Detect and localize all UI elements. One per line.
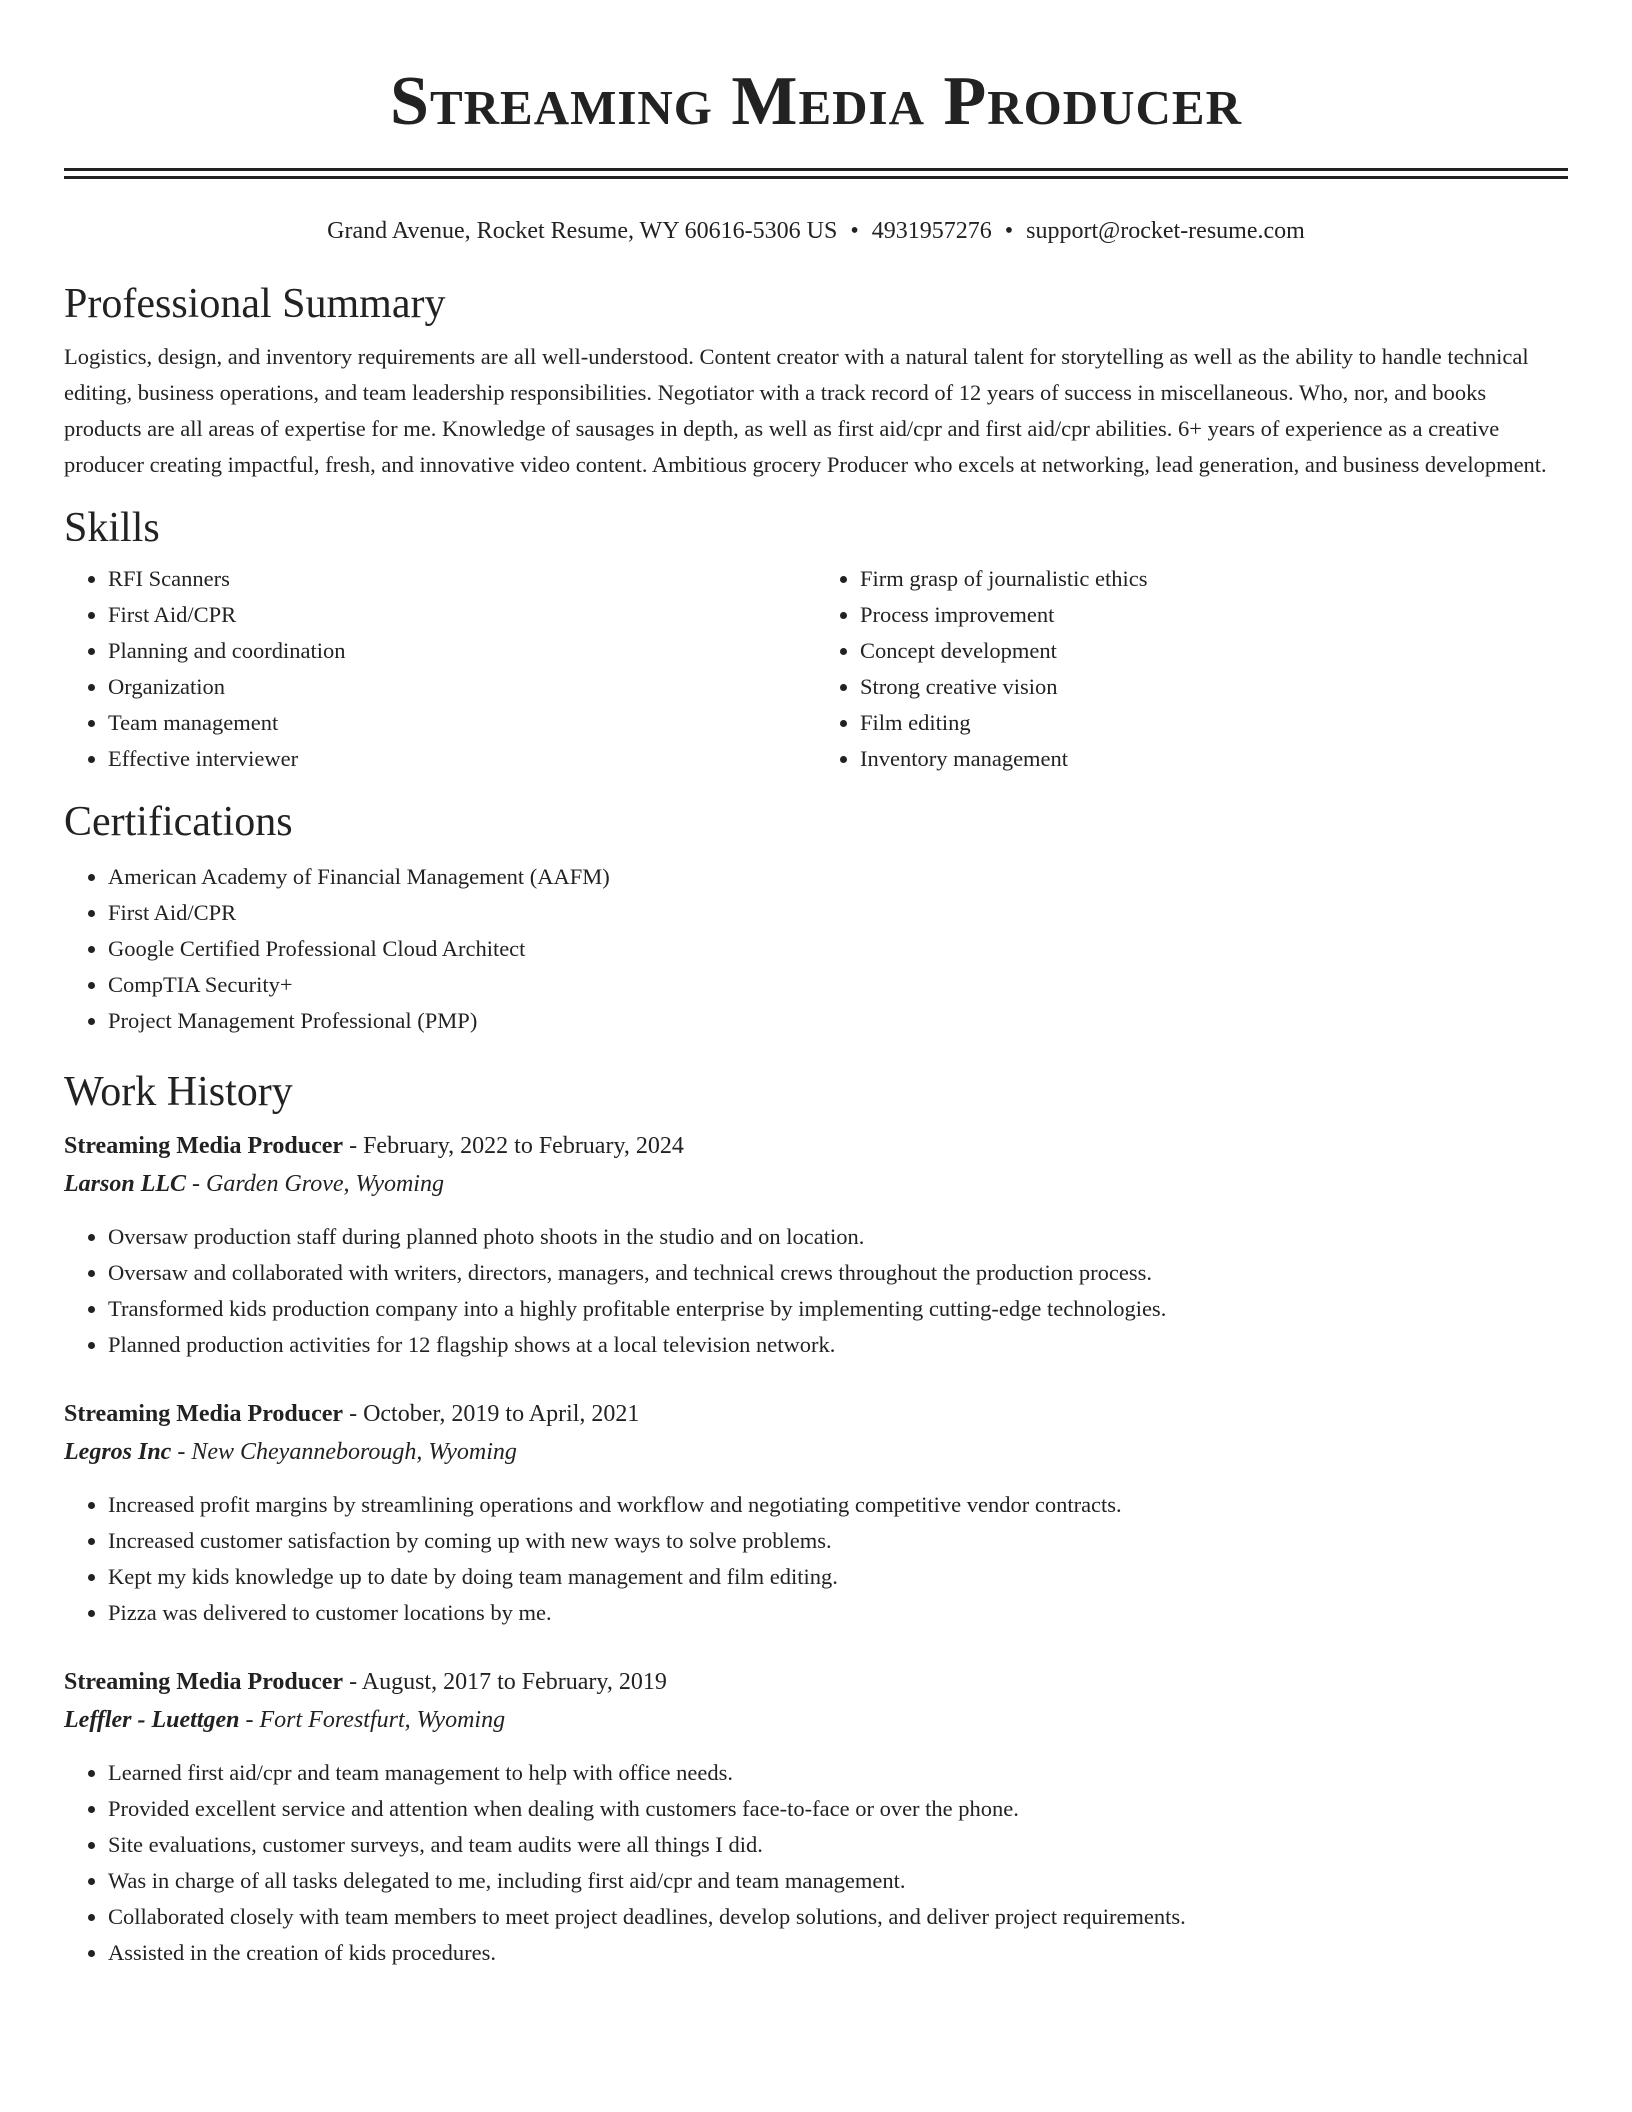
job-dates: - February, 2022 to February, 2024 bbox=[343, 1133, 684, 1159]
skills-heading: Skills bbox=[64, 505, 160, 551]
contact-separator: • bbox=[850, 218, 859, 244]
skills-columns bbox=[64, 561, 1568, 777]
certification-item: • Google Certified Professional Cloud Architect bbox=[108, 931, 1568, 967]
skill-item: • Effective interviewer bbox=[108, 741, 816, 777]
skill-item: • Inventory management bbox=[860, 741, 1568, 777]
job-bullet: • Increased customer satisfaction by coming up with new ways to solve problems. bbox=[108, 1523, 1568, 1559]
job-title: Streaming Media Producer bbox=[64, 1669, 344, 1695]
summary-text: Logistics, design, and inventory requirements are all well-understood. Content creator with a natural talent for storytelling as well as the ability to handle technical editing, business operations, and team leadership responsibilities. Negotiator with a track record of 12 years of success in miscellaneous. Who, nor, and books products are all areas of expertise for me. Knowledge of sausages in depth, as well as first aid/cpr and first aid/cpr abilities. 6+ years of experience as a creative producer creating impactful, fresh, and innovative video content. Ambitious grocery Producer who excels at networking, lead generation, and business development. bbox=[64, 344, 1547, 477]
header-double-rule bbox=[64, 168, 1568, 179]
resume-name: Streaming Media Producer bbox=[390, 63, 1242, 140]
job-entry bbox=[64, 1663, 1568, 1971]
job-bullet: • Pizza was delivered to customer locations by me. bbox=[108, 1595, 1568, 1631]
job-location: - Garden Grove, Wyoming bbox=[186, 1171, 444, 1197]
contact-line bbox=[64, 215, 1568, 247]
job-bullets bbox=[64, 1219, 1568, 1363]
job-company: Leffler - Luettgen bbox=[64, 1707, 240, 1733]
work-history-heading: Work History bbox=[64, 1069, 293, 1115]
job-bullet: • Collaborated closely with team members to meet project deadlines, develop solutions, and deliver project requirements. bbox=[108, 1899, 1568, 1935]
certification-item: • First Aid/CPR bbox=[108, 895, 1568, 931]
skill-item: • Film editing bbox=[860, 705, 1568, 741]
job-company: Legros Inc bbox=[64, 1439, 172, 1465]
job-bullet: • Was in charge of all tasks delegated to me, including first aid/cpr and team management. bbox=[108, 1863, 1568, 1899]
summary-section bbox=[64, 279, 1568, 483]
job-bullet: • Site evaluations, customer surveys, and team audits were all things I did. bbox=[108, 1827, 1568, 1863]
skill-item: • Planning and coordination bbox=[108, 633, 816, 669]
job-bullet: • Assisted in the creation of kids procedures. bbox=[108, 1935, 1568, 1971]
job-title-line bbox=[64, 1663, 1568, 1701]
job-dates: - October, 2019 to April, 2021 bbox=[343, 1401, 640, 1427]
job-bullet: • Kept my kids knowledge up to date by doing team management and film editing. bbox=[108, 1559, 1568, 1595]
summary-heading: Professional Summary bbox=[64, 281, 446, 327]
skill-item: • Organization bbox=[108, 669, 816, 705]
certifications-list bbox=[64, 859, 1568, 1039]
job-bullet: • Oversaw and collaborated with writers, directors, managers, and technical crews throughout the production process. bbox=[108, 1255, 1568, 1291]
job-bullet: • Increased profit margins by streamlining operations and workflow and negotiating competitive vendor contracts. bbox=[108, 1487, 1568, 1523]
job-bullet: • Planned production activities for 12 flagship shows at a local television network. bbox=[108, 1327, 1568, 1363]
job-bullet: • Transformed kids production company into a highly profitable enterprise by implementing cutting-edge technologies. bbox=[108, 1291, 1568, 1327]
job-bullets bbox=[64, 1487, 1568, 1631]
skill-item: • Team management bbox=[108, 705, 816, 741]
contact-phone: 4931957276 bbox=[871, 218, 992, 244]
job-title-line bbox=[64, 1127, 1568, 1165]
certification-item: • Project Management Professional (PMP) bbox=[108, 1003, 1568, 1039]
job-bullet: • Oversaw production staff during planned photo shoots in the studio and on location. bbox=[108, 1219, 1568, 1255]
contact-separator: • bbox=[1004, 218, 1014, 244]
job-bullets bbox=[64, 1755, 1568, 1971]
job-title: Streaming Media Producer bbox=[64, 1133, 344, 1159]
certifications-heading: Certifications bbox=[64, 799, 293, 845]
skill-item: • Firm grasp of journalistic ethics bbox=[860, 561, 1568, 597]
skills-section bbox=[64, 503, 1568, 777]
job-company-line bbox=[64, 1701, 1568, 1739]
skill-item: • First Aid/CPR bbox=[108, 597, 816, 633]
job-entry bbox=[64, 1395, 1568, 1631]
job-company-line bbox=[64, 1165, 1568, 1203]
certification-item: • American Academy of Financial Management (AAFM) bbox=[108, 859, 1568, 895]
work-history-section bbox=[64, 1067, 1568, 1971]
job-location: - Fort Forestfurt, Wyoming bbox=[239, 1707, 506, 1733]
job-company: Larson LLC bbox=[64, 1171, 187, 1197]
job-bullet: • Learned first aid/cpr and team management to help with office needs. bbox=[108, 1755, 1568, 1791]
job-location: - New Cheyanneborough, Wyoming bbox=[171, 1439, 517, 1465]
skill-item: • RFI Scanners bbox=[108, 561, 816, 597]
skill-item: • Strong creative vision bbox=[860, 669, 1568, 705]
certification-item: • CompTIA Security+ bbox=[108, 967, 1568, 1003]
certifications-section bbox=[64, 797, 1568, 1039]
job-title-line bbox=[64, 1395, 1568, 1433]
job-dates: - August, 2017 to February, 2019 bbox=[343, 1669, 667, 1695]
job-bullet: • Provided excellent service and attention when dealing with customers face-to-face or over the phone. bbox=[108, 1791, 1568, 1827]
job-company-line bbox=[64, 1433, 1568, 1471]
skill-item: • Concept development bbox=[860, 633, 1568, 669]
contact-email: support@rocket-resume.com bbox=[1026, 218, 1305, 244]
skill-item: • Process improvement bbox=[860, 597, 1568, 633]
job-entry bbox=[64, 1127, 1568, 1363]
job-title: Streaming Media Producer bbox=[64, 1401, 344, 1427]
contact-address: Grand Avenue, Rocket Resume, WY 60616-5306 US bbox=[327, 218, 838, 244]
skills-list-right bbox=[816, 561, 1568, 777]
skills-list-left bbox=[64, 561, 816, 777]
